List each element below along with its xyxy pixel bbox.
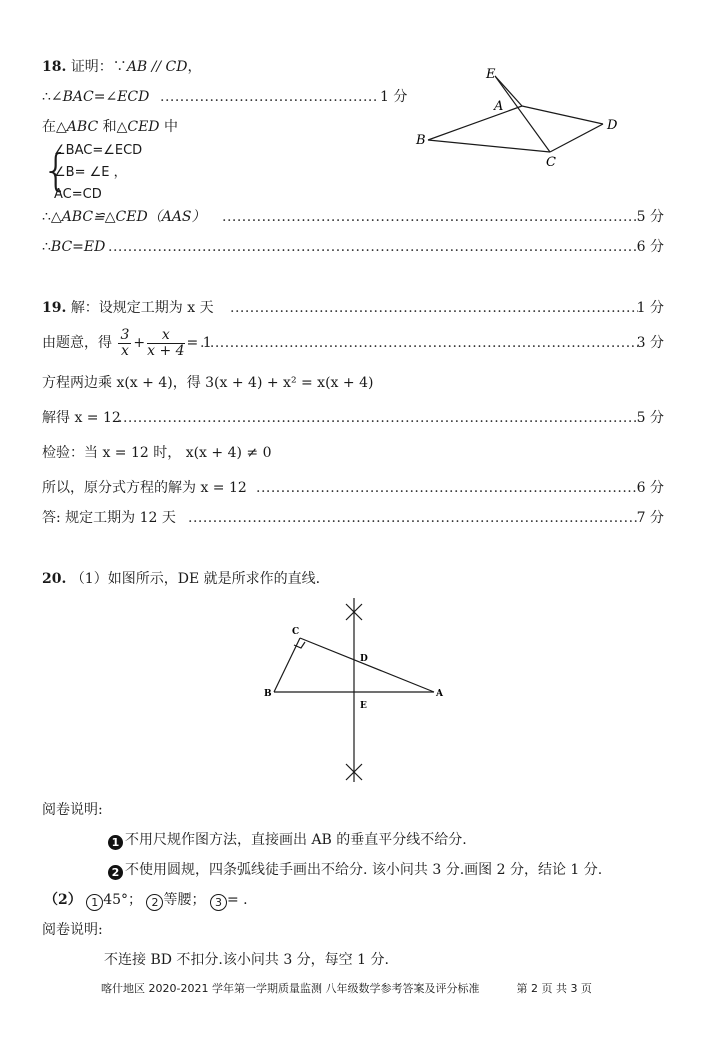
- circled-1: 1: [86, 894, 103, 911]
- q19-l1-text: 解：设规定工期为 x 天: [70, 300, 214, 316]
- q18-l3-post: 中: [159, 119, 178, 135]
- q19-f2-den: x + 4: [147, 342, 185, 359]
- q19-l2-pre: 由题意，得: [42, 335, 112, 351]
- q19-l7-score: 7 分: [636, 510, 664, 526]
- q19-line-4: 解得 x = 12: [42, 410, 121, 426]
- q18-fig-label-e: E: [486, 67, 496, 82]
- q18-number: 18.: [42, 59, 67, 75]
- q19-fraction-2: [147, 328, 184, 359]
- q20-p1-text: （1）如图所示，DE 就是所求作的直线.: [70, 571, 321, 587]
- q20-answer-2: 等腰；: [163, 892, 206, 908]
- q19-l4-leader: [118, 409, 638, 427]
- circled-3: 3: [210, 894, 227, 911]
- q20-fig-label-a: A: [436, 689, 443, 699]
- q19-f2-num: x: [147, 328, 184, 344]
- q20-note-1: [108, 831, 467, 850]
- q20-sep-1: ；: [128, 892, 143, 908]
- q18-line-4: [42, 208, 206, 226]
- q20-answer-1: 45°: [103, 892, 129, 908]
- q18-l5-leader: [108, 238, 638, 256]
- q18-l5-pre: ∴: [42, 239, 51, 255]
- q18-l4-score: 5 分: [636, 209, 664, 225]
- q19-l6-score: 6 分: [636, 480, 664, 496]
- q19-l2-score: 3 分: [636, 335, 664, 351]
- q19-line-2: [42, 326, 212, 360]
- q18-system-brace: {: [42, 145, 70, 196]
- q20-fig-label-e: E: [360, 701, 367, 711]
- q20-part-2: [44, 891, 248, 911]
- q18-line-5: [42, 238, 105, 256]
- q20-figure: [258, 594, 458, 790]
- q18-fig-label-b: B: [416, 133, 426, 148]
- q18-l2-text: ∴∠: [42, 89, 63, 105]
- q19-line-6: 所以，原分式方程的解为 x = 12: [42, 480, 247, 496]
- q20-number: 20.: [42, 571, 67, 587]
- q18-l1-math: AB // CD: [126, 59, 188, 75]
- q18-l3-pre: 在△: [42, 119, 67, 135]
- q20-note-1-text: 不用尺规作图方法，直接画出 AB 的垂直平分线不给分.: [125, 832, 467, 848]
- q18-l3-b: CED: [127, 119, 160, 135]
- q18-fig-label-c: C: [546, 155, 556, 170]
- footer-page-number: 第 2 页 共 3 页: [516, 982, 592, 995]
- footer-text: 喀什地区 2020-2021 学年第一学期质量监测 八年级数学参考答案及评分标准: [101, 982, 480, 995]
- q19-f1-num: 3: [120, 326, 130, 343]
- q18-line-2: [42, 88, 149, 106]
- q18-system-1: ∠BAC=∠ECD: [54, 143, 143, 158]
- q19-line-1: [42, 299, 214, 317]
- q19-l1-score: 1 分: [636, 300, 664, 316]
- q18-system-2: ∠B= ∠E ，: [54, 165, 127, 180]
- q19-f1-den: x: [120, 342, 129, 359]
- q18-fig-label-a: A: [494, 99, 504, 114]
- circled-2: 2: [146, 894, 163, 911]
- q19-l6-leader: [256, 479, 638, 497]
- q20-fig-label-c: C: [292, 627, 300, 637]
- q20-answer-3: = .: [226, 892, 248, 908]
- q19-plus: +: [133, 335, 146, 351]
- q20-line-1: [42, 570, 320, 588]
- q18-system-3: AC=CD: [54, 187, 102, 202]
- q18-l5-math: BC=ED: [50, 239, 106, 255]
- q18-line-3: [42, 118, 178, 136]
- q18-l4-math: ABC≌△CED（AAS）: [61, 209, 206, 225]
- q18-l2-math: BAC=∠ECD: [62, 89, 150, 105]
- q20-p2-label: （2）: [44, 892, 82, 908]
- q19-line-3: 方程两边乘 x(x + 4)，得 3(x + 4) + x² = x(x + 4): [42, 375, 374, 391]
- q18-fig-label-d: D: [607, 118, 618, 133]
- q19-l2-leader: [200, 334, 638, 352]
- q19-l1-leader: [230, 299, 638, 317]
- q18-l2-score: 1 分: [380, 89, 408, 105]
- q18-l1-post: ，: [187, 59, 202, 75]
- q19-line-5: 检验：当 x = 12 时， x(x + 4) ≠ 0: [42, 445, 272, 461]
- q20-fig-label-b: B: [264, 689, 272, 699]
- q20-note-2: [108, 861, 602, 880]
- q19-fraction-1: [118, 328, 131, 359]
- q18-figure: [410, 60, 630, 170]
- note-badge-2: 2: [108, 865, 123, 880]
- q18-l2-leader: [160, 88, 378, 106]
- q19-eq: = 1: [186, 335, 212, 351]
- q20-note-2-text: 不使用圆规，四条弧线徒手画出不给分. 该小问共 3 分.画图 2 分，结论 1 分.: [125, 862, 603, 878]
- q19-line-7: 答: 规定工期为 12 天: [42, 510, 176, 526]
- q20-note-3: 不连接 BD 不扣分.该小问共 3 分，每空 1 分.: [104, 952, 389, 968]
- q18-l3-a: ABC: [66, 119, 99, 135]
- q20-fig-label-d: D: [360, 654, 368, 664]
- q20-note-title-2: 阅卷说明:: [42, 922, 103, 938]
- q18-l5-score: 6 分: [636, 239, 664, 255]
- q19-l4-score: 5 分: [636, 410, 664, 426]
- page-footer: [101, 980, 592, 996]
- q18-line-1: [42, 58, 201, 76]
- q19-number: 19.: [42, 300, 67, 316]
- q18-l1-text: 证明：∵: [70, 59, 127, 75]
- q18-l3-mid: 和△: [98, 119, 128, 135]
- note-badge-1: 1: [108, 835, 123, 850]
- q20-note-title-1: 阅卷说明:: [42, 802, 103, 818]
- q19-l7-leader: [188, 509, 638, 527]
- q18-l4-pre: ∴△: [42, 209, 62, 225]
- q18-l4-leader: [222, 208, 638, 226]
